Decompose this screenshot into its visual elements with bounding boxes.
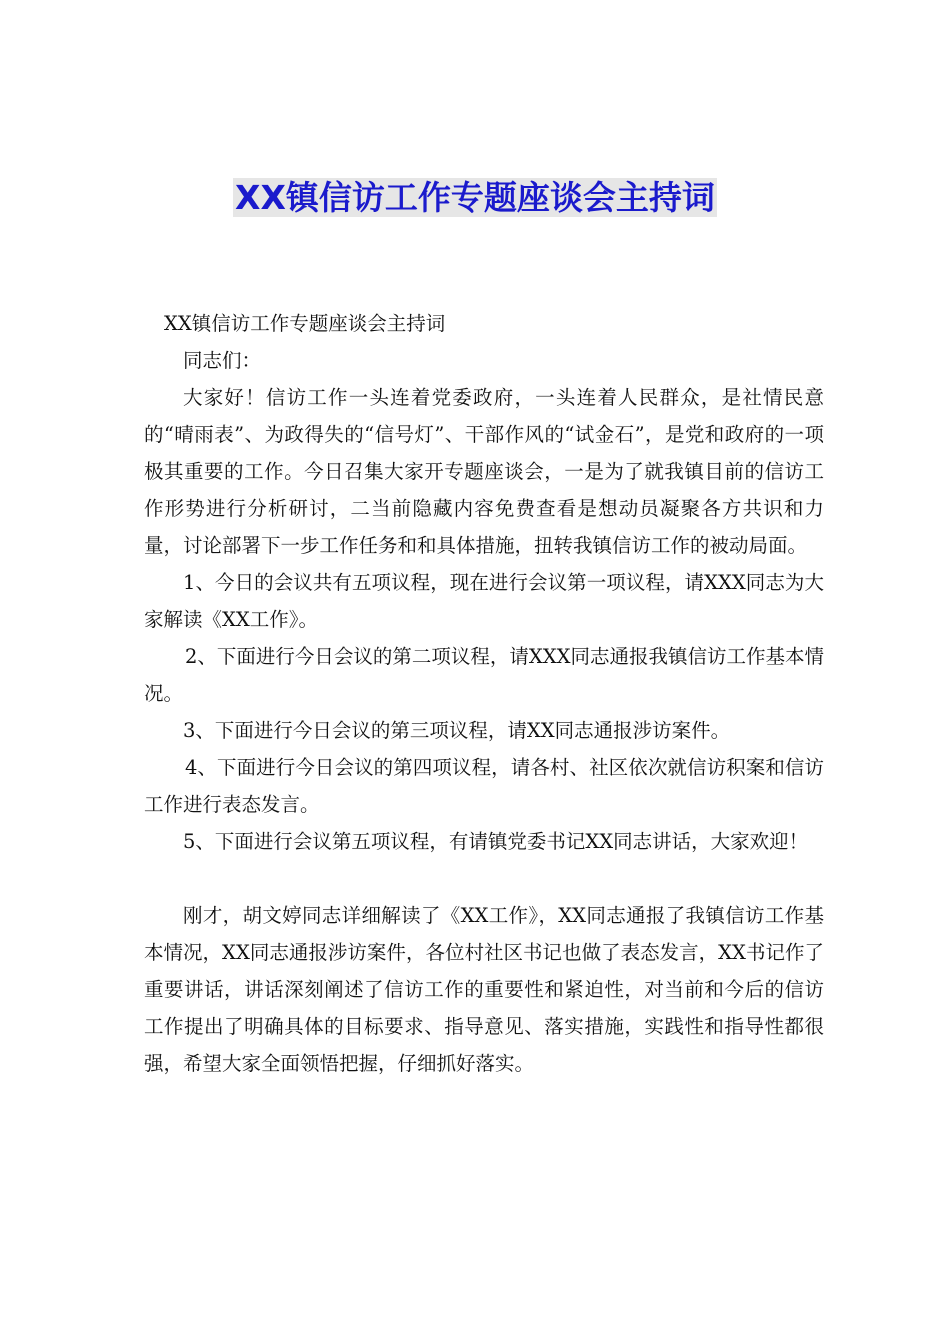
document-subtitle: XX镇信访工作专题座谈会主持词 [164, 312, 446, 335]
agenda-item-1: 1、今日的会议共有五项议程，现在进行会议第一项议程，请XXX同志为大家解读《XX工作》。 [144, 571, 824, 631]
agenda-item-4: 4、下面进行今日会议的第四项议程，请各村、社区依次就信访积案和信访工作进行表态发言。 [144, 756, 824, 816]
agenda-item-5: 5、下面进行会议第五项议程，有请镇党委书记XX同志讲话，大家欢迎！ [183, 830, 809, 853]
document-body [144, 305, 824, 1082]
agenda-item-3: 3、下面进行今日会议的第三项议程，请XX同志通报涉访案件。 [183, 719, 731, 742]
greeting: 同志们： [183, 349, 262, 372]
intro-paragraph: 大家好！信访工作一头连着党委政府，一头连着人民群众，是社情民意的“晴雨表”、为政得失的“信号灯”、干部作风的“试金石”，是党和政府的一项极其重要的工作。今日召集大家开专题座谈会，一是为了就我镇目前的信访工作形势进行分析研讨，二当前隐藏内容免费查看是想动员凝聚各方共识和力量，讨论部署下一步工作任务和和具体措施，扭转我镇信访工作的被动局面。 [144, 386, 824, 557]
document-title [0, 176, 950, 220]
paragraph-gap [144, 860, 824, 897]
agenda-item-2: 2、下面进行今日会议的第二项议程，请XXX同志通报我镇信访工作基本情况。 [144, 645, 824, 705]
document-title-text: XX镇信访工作专题座谈会主持词 [235, 178, 715, 217]
summary-paragraph: 刚才，胡文婷同志详细解读了《XX工作》，XX同志通报了我镇信访工作基本情况，XX同志通报涉访案件，各位村社区书记也做了表态发言，XX书记作了重要讲话，讲话深刻阐述了信访工作的重要性和紧迫性，对当前和今后的信访工作提出了明确具体的目标要求、指导意见、落实措施，实践性和指导性都很强，希望大家全面领悟把握，仔细抓好落实。 [144, 904, 824, 1075]
